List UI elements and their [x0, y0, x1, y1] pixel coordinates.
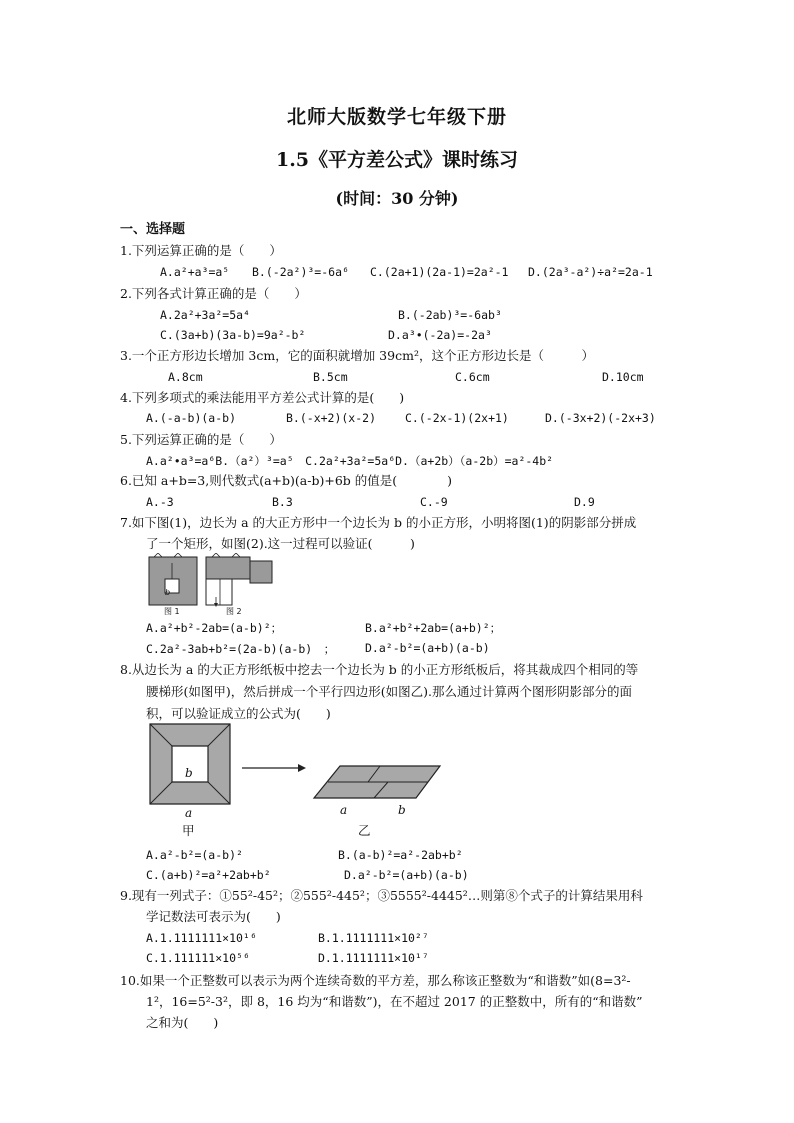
q7-fig2-caption: 图 2 — [226, 607, 242, 616]
q9-option-a: A.1.1111111×10¹⁶ — [146, 931, 257, 945]
q8-label-b-jia: b — [185, 766, 193, 780]
q8-option-c: C.(a+b)²=a²+2ab+b² — [146, 868, 271, 882]
question-10-line-2: 1²，16=5²-3²，即 8，16 均为“和谐数”)，在不超过 2017 的正整数中，所有的“和谐数” — [146, 994, 643, 1009]
q4-option-b: B.(-x+2)(x-2) — [286, 411, 377, 425]
question-7-line-2: 了一个矩形，如图(2).这一过程可以验证( ) — [146, 536, 415, 551]
question-2: 2.下列各式计算正确的是（ ） — [120, 286, 307, 301]
q6-option-b: B.3 — [272, 495, 293, 509]
q7-label-b: b — [165, 588, 171, 597]
section-heading: 一、选择题 — [120, 222, 186, 237]
q1-option-d: D.(2a³-a²)÷a²=2a-1 — [528, 265, 653, 279]
q8-label-a-jia: a — [185, 806, 193, 820]
question-10-line-1: 10.如果一个正整数可以表示为两个连续奇数的平方差，那么称该正整数为“和谐数”如(8=3²- — [120, 973, 631, 988]
q2-option-b: B.(-2ab)³=-6ab³ — [398, 308, 502, 322]
q3-option-d: D.10cm — [602, 370, 644, 384]
q2-option-a: A.2a²+3a²=5a⁴ — [160, 308, 251, 322]
q8-caption-jia: 甲 — [182, 823, 195, 838]
question-5: 5.下列运算正确的是（ ） — [120, 432, 282, 447]
q8-figures — [148, 722, 468, 822]
arrow-head — [298, 764, 306, 772]
question-8-line-1: 8.从边长为 a 的大正方形纸板中挖去一个边长为 b 的小正方形纸板后，将其裁成四个相同的等 — [120, 662, 639, 677]
question-9-line-2: 学记数法可表示为( ) — [146, 909, 281, 924]
q2-option-d: D.a³•(-2a)=-2a³ — [388, 328, 492, 342]
fig2-rectangle-top — [206, 557, 250, 579]
question-3: 3.一个正方形边长增加 3cm，它的面积就增加 39cm²，这个正方形边长是（ ） — [120, 348, 594, 363]
q9-option-d: D.1.1111111×10¹⁷ — [318, 951, 429, 965]
time-limit: (时间：30 分钟) — [335, 189, 459, 208]
q3-option-b: B.5cm — [313, 370, 348, 384]
question-1: 1.下列运算正确的是（ ） — [120, 243, 282, 258]
page-title: 北师大版数学七年级下册 — [286, 106, 507, 128]
question-8-line-2: 腰梯形(如图甲)，然后拼成一个平行四边形(如图乙).那么通过计算两个图形阴影部分的面 — [146, 684, 632, 699]
q2-option-c: C.(3a+b)(3a-b)=9a²-b² — [160, 328, 306, 342]
q9-option-b: B.1.1111111×10²⁷ — [318, 931, 429, 945]
question-4: 4.下列多项式的乘法能用平方差公式计算的是( ) — [120, 390, 405, 405]
fig2-rectangle-side — [250, 561, 272, 583]
q8-label-b-yi: b — [398, 803, 406, 817]
question-7-line-1: 7.如下图(1)，边长为 a 的大正方形中一个边长为 b 的小正方形，小明将图(1)的阴影部分拼成 — [120, 515, 637, 530]
q7-option-d: D.a²-b²=(a+b)(a-b) — [365, 641, 490, 655]
q1-option-c: C.(2a+1)(2a-1)=2a²-1 — [370, 265, 509, 279]
fig2-lower — [206, 579, 232, 605]
q6-option-d: D.9 — [574, 495, 595, 509]
q4-option-d: D.(-3x+2)(-2x+3) — [545, 411, 656, 425]
q7-fig1-caption: 图 1 — [164, 607, 180, 616]
q7-option-c: C.2a²-3ab+b²=(2a-b)(a-b) ； — [146, 642, 336, 656]
q6-option-c: C.-9 — [420, 495, 448, 509]
q4-option-c: C.(-2x-1)(2x+1) — [405, 411, 509, 425]
q3-option-a: A.8cm — [168, 370, 203, 384]
question-9-line-1: 9.现有一列式子：①55²-45²；②555²-445²；③5555²-4445²…则第⑧个式子的计算结果用科 — [120, 888, 643, 903]
q8-option-b: B.(a-b)²=a²-2ab+b² — [338, 848, 463, 862]
q6-option-a: A.-3 — [146, 495, 174, 509]
q9-option-c: C.1.111111×10⁵⁶ — [146, 951, 250, 965]
question-6: 6.已知 a+b=3,则代数式(a+b)(a-b)+6b 的值是( ) — [120, 473, 452, 488]
worksheet-subtitle: 1.5《平方差公式》课时练习 — [275, 149, 519, 171]
q8-label-a-yi: a — [340, 803, 348, 817]
q8-option-a: A.a²-b²=(a-b)² — [146, 848, 243, 862]
q4-option-a: A.(-a-b)(a-b) — [146, 411, 237, 425]
q8-option-d: D.a²-b²=(a+b)(a-b) — [344, 868, 469, 882]
q7-option-b: B.a²+b²+2ab=(a+b)²； — [365, 621, 502, 635]
q1-option-a: A.a²+a³=a⁵ — [160, 265, 230, 279]
q3-option-c: C.6cm — [455, 370, 490, 384]
question-8-line-3: 积，可以验证成立的公式为( ) — [146, 706, 331, 721]
question-10-line-3: 之和为( ) — [146, 1015, 219, 1030]
q7-option-a: A.a²+b²-2ab=(a-b)²； — [146, 621, 283, 635]
q5-options: A.a²•a³=a⁶B.（a²）³=a⁵ C.2a²+3a²=5a⁶D.（a+2b）（a-2b）=a²-4b² — [146, 454, 554, 468]
q8-caption-yi: 乙 — [358, 823, 371, 838]
q1-option-b: B.(-2a²)³=-6a⁶ — [252, 265, 349, 279]
